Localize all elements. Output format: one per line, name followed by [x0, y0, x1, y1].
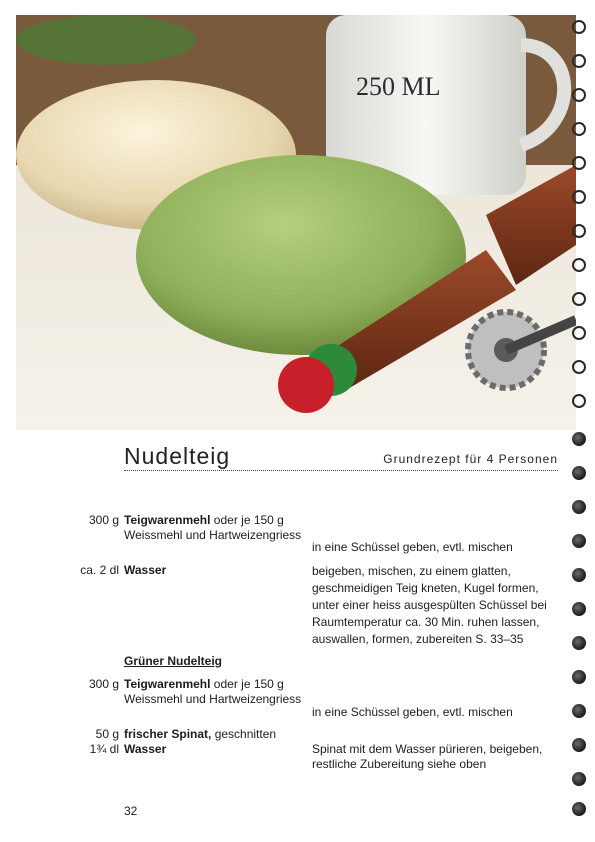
binding-ring: [572, 360, 586, 374]
page-number: 32: [124, 804, 138, 818]
instruction-text: in eine Schüssel geben, evtl. mischen: [312, 540, 513, 554]
instruction-text: beigeben, mischen, zu einem glatten, geschmeidigen Teig kneten, Kugel formen, unter einer heiss ausgespülten Schüssel bei Raumtemperatur ca. 30 Min. ruhen lassen, auswallen, formen, zubereiten S. 33–35: [312, 564, 547, 646]
binding-ring: [572, 122, 586, 136]
spiral-binding: [570, 20, 592, 820]
binding-ring: [572, 190, 586, 204]
recipe-subtitle: Grundrezept für 4 Personen: [383, 452, 558, 466]
binding-ring: [572, 88, 586, 102]
ingredient-quantity: 1¾ dl: [89, 742, 119, 756]
ingredient-text: [124, 727, 304, 742]
recipe-title: Nudelteig: [124, 443, 231, 469]
binding-ring: [572, 432, 586, 446]
binding-ring: [572, 258, 586, 272]
binding-ring: [572, 466, 586, 480]
binding-ring: [572, 500, 586, 514]
binding-ring: [572, 772, 586, 786]
ingredient-quantity: 300 g: [88, 513, 119, 527]
cup-label: 250 ML: [356, 72, 441, 101]
binding-ring: [572, 704, 586, 718]
ingredient-name: Wasser: [124, 563, 167, 577]
instruction-text: Spinat mit dem Wasser pürieren, beigeben, restliche Zubereitung siehe oben: [312, 742, 543, 771]
herb-leaves: [16, 15, 196, 65]
ingredient-quantity: 50 g: [95, 727, 119, 741]
binding-ring: [572, 326, 586, 340]
ingredient-name: Teigwarenmehl: [124, 513, 211, 527]
dough-photo: [16, 15, 576, 430]
ingredient-text: [124, 563, 304, 578]
ingredient-name: Wasser: [124, 742, 167, 756]
binding-ring: [572, 802, 586, 816]
binding-ring: [572, 602, 586, 616]
binding-ring: [572, 156, 586, 170]
ingredient-detail: oder je 150 g Weissmehl und Hartweizengriess: [124, 677, 302, 706]
ingredient-text: [124, 677, 304, 707]
ingredient-text: [124, 513, 304, 543]
binding-ring: [572, 670, 586, 684]
section-heading: Grüner Nudelteig: [124, 654, 223, 668]
ingredient-quantity: ca. 2 dl: [80, 563, 119, 577]
instruction-text: in eine Schüssel geben, evtl. mischen: [312, 705, 513, 719]
binding-ring: [572, 54, 586, 68]
ingredient-detail: geschnitten: [211, 727, 277, 741]
binding-ring: [572, 738, 586, 752]
binding-ring: [572, 568, 586, 582]
binding-ring: [572, 224, 586, 238]
binding-ring: [572, 534, 586, 548]
title-divider: [124, 470, 558, 471]
ingredient-text: [124, 742, 304, 757]
binding-ring: [572, 20, 586, 34]
ingredient-name: frischer Spinat,: [124, 727, 212, 741]
ingredient-name: Teigwarenmehl: [124, 677, 211, 691]
ingredient-detail: oder je 150 g Weissmehl und Hartweizengriess: [124, 513, 302, 542]
binding-ring: [572, 394, 586, 408]
binding-ring: [572, 292, 586, 306]
ingredient-quantity: 300 g: [88, 677, 119, 691]
binding-ring: [572, 636, 586, 650]
